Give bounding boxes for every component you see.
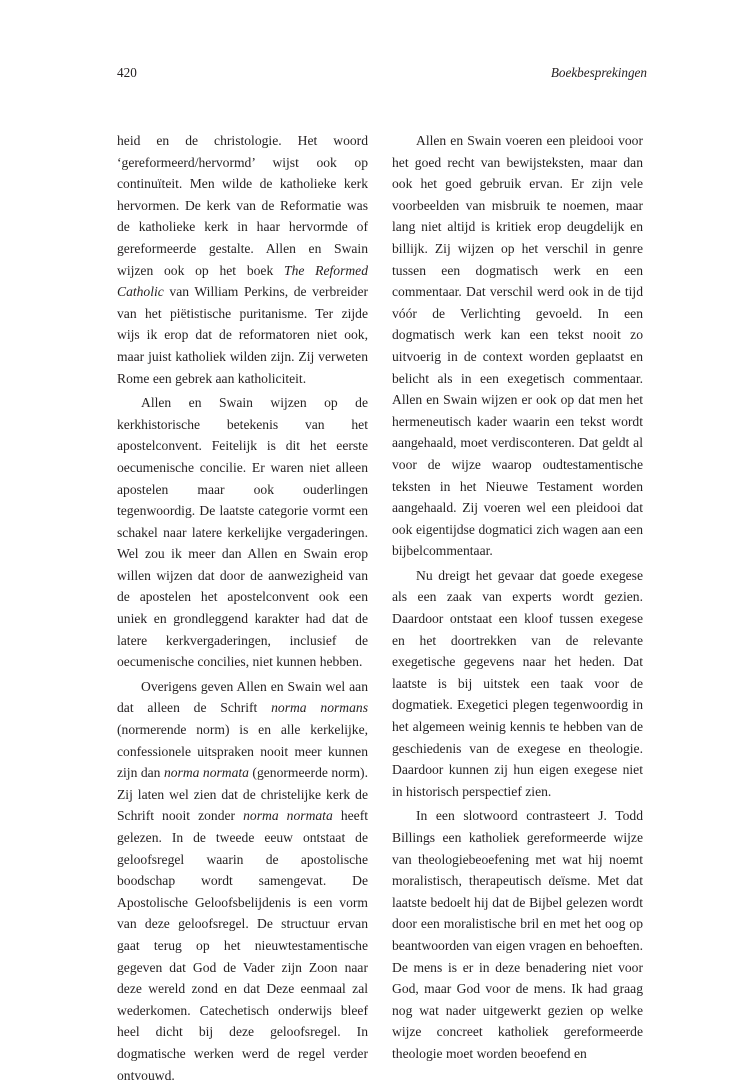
book-title: The Reformed Catholic xyxy=(117,262,369,300)
text-run: heeft gelezen. In de tweede eeuw ontstaat de geloofsregel waarin de apostolische boodschap wordt samengevat. De Apostolische Geloofsbelijdenis is een vorm van deze geloofsregel. De structuur ervan gaat terug op het nieuwtestamentische gegeven dat God de Vader zijn Zoon naar deze wereld zond en dat Deze eenmaal zal wederkomen. Catechetisch onderwijs bleef heel dicht bij deze geloofsregel. In dogmatische werken werd de regel verder ontvouwd. xyxy=(117,808,368,1083)
paragraph xyxy=(117,676,368,1086)
latin-term: norma normata xyxy=(243,808,333,824)
text-run: heid en de christologie. Het woord ‘gereformeerd/hervormd’ wijst ook op continuïteit. Men wilde de katholieke kerk hervormen. De kerk van de Reformatie was de katholieke kerk in haar hervormde of gereformeerde gestalte. Allen en Swain wijzen ook op het boek xyxy=(117,133,368,278)
left-column xyxy=(117,130,368,1086)
text-run: van William Perkins, de verbreider van het piëtistische puritanisme. Ter zijde wijs ik erop dat de reformatoren niet ook, maar juist katholiek wilden zijn. Zij verweten Rome een gebrek aan katholiciteit. xyxy=(117,284,368,386)
text-run: Overigens geven Allen en Swain wel aan dat alleen de Schrift xyxy=(117,678,368,716)
page-number: 420 xyxy=(117,65,137,80)
text-run: (normerende norm) is en alle kerkelijke, confessionele uitspraken nooit meer kunnen zijn dan xyxy=(117,722,368,781)
latin-term: norma normans xyxy=(271,700,368,716)
paragraph: In een slotwoord contrasteert J. Todd Billings een katholiek gereformeerde wijze van theologiebeoefening met wat hij noemt moralistisch, therapeutisch deïsme. Met dat laatste bedoelt hij dat de Bijbel gelezen wordt door een moralistische bril en met het oog op beantwoorden van eigen vragen en behoeften. De mens is er in deze benadering niet voor God, maar God voor de mens. Ik had graag nog wat nader uitgewerkt gezien op welke wijze concreet katholiek gereformeerde theologie moet worden beoefend en xyxy=(392,808,643,1061)
paragraph: Allen en Swain wijzen op de kerkhistorische betekenis van het apostelconvent. Feitelijk is dit het eerste oecumenische concilie. Er waren niet alleen apostelen maar ook ouderlingen tegenwoordig. De laatste categorie vormt een schakel naar latere kerkelijke vergaderingen. Wel zou ik meer dan Allen en Swain erop willen wijzen dat door de aanwezigheid van de apostelen het apostelconvent ook een uniek en grondleggend karakter had dat de latere kerkvergaderingen, inclusief de oecumenische concilies, niet kunnen hebben. xyxy=(117,395,368,670)
paragraph: Nu dreigt het gevaar dat goede exegese als een zaak van experts wordt gezien. Daardoor ontstaat een kloof tussen exegese en het doortrekken van de relevante exegetische gegevens naar het heden. Dat laatste is bij uitstek een taak voor de dogmatiek. Exegetici plegen tegenwoordig in het algemeen weinig kennis te hebben van de geschiedenis van de exegese en theologie. Daardoor kunnen zij hun eigen exegese niet in historisch perspectief zien. xyxy=(392,567,643,799)
right-column xyxy=(392,130,643,1065)
page-header xyxy=(117,63,647,83)
running-head: Boekbesprekingen xyxy=(550,65,647,80)
latin-term: norma normata xyxy=(163,765,249,781)
paragraph xyxy=(117,130,368,389)
paragraph: Allen en Swain voeren een pleidooi voor het goed recht van bewijsteksten, maar dan ook het goed gebruik ervan. Er zijn vele voorbeelden van misbruik te noemen, maar lang niet altijd is kritiek erop deugdelijk en billijk. Zij wijzen op het verschil in genre tussen een dogmatisch werk en een commentaar. Dat verschil werd ook in de tijd vóór de Verlichting gevoeld. In een dogmatisch werk kan een tekst nooit zo uitvoerig in de context worden geplaatst en belicht als in een exegetisch commentaar. Allen en Swain wijzen er ook op dat men het hermeneutisch kader waarin een tekst wordt aangehaald, moet verdisconteren. Dat geldt al voor de wijze waarop oudtestamentische teksten in het Nieuwe Testament worden aangehaald. Zij voeren wel een pleidooi dat ook eigentijdse dogmatici zich wagen aan een bijbelcommentaar. xyxy=(392,133,643,559)
text-run: (genormeerde norm). Zij laten wel zien dat de christelijke kerk de Schrift nooit zonder xyxy=(117,765,368,824)
